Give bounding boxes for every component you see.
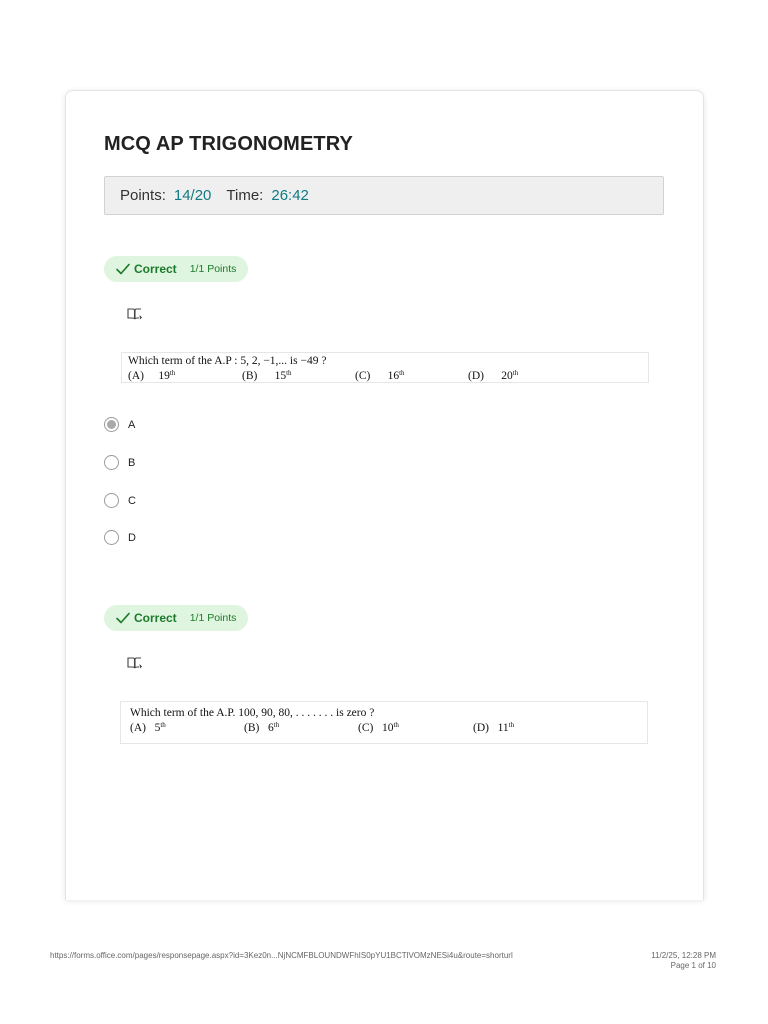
points-value: 14/20 (173, 187, 212, 204)
score-summary-bar (104, 176, 664, 215)
choice-label: D (128, 531, 136, 544)
choice-label: C (128, 494, 136, 507)
question-text: Which term of the A.P : 5, 2, −1,... is −49 ? (128, 355, 327, 367)
time-value: 26:42 (271, 187, 309, 204)
time-label: Time: (226, 187, 264, 204)
form-title: MCQ AP TRIGONOMETRY (104, 133, 353, 155)
radio-button[interactable] (104, 493, 119, 508)
correct-badge-q1 (104, 256, 248, 282)
choice-label: B (128, 456, 136, 469)
image-option-a: (A) 5th (130, 721, 166, 734)
image-option-c: (C) 16th (355, 369, 405, 382)
correct-badge-q2 (104, 605, 248, 631)
choice-a[interactable] (104, 417, 135, 432)
image-option-c: (C) 10th (358, 721, 399, 734)
image-options (130, 721, 647, 735)
choice-c[interactable] (104, 493, 136, 508)
radio-button-selected[interactable] (104, 417, 119, 432)
question-image-q1 (121, 352, 649, 383)
question-points: 1/1 Points (189, 263, 237, 275)
image-options (128, 369, 648, 383)
radio-button[interactable] (104, 455, 119, 470)
image-option-b: (B) 6th (244, 721, 280, 734)
choice-label: A (128, 418, 136, 431)
image-option-a: (A) 19th (128, 369, 176, 382)
question-points: 1/1 Points (189, 612, 237, 624)
image-option-d: (D) 11th (473, 721, 515, 734)
footer-url: https://forms.office.com/pages/responsepage.aspx?id=3Kez0n...NjNCMFBLOUNDWFhIS0pYU1BCTlVOMzNESi4u&route=shorturl (50, 951, 513, 960)
checkmark-icon (116, 263, 130, 275)
print-datetime: 11/2/25, 12:28 PM (651, 951, 716, 960)
checkmark-icon (116, 612, 130, 624)
image-option-d: (D) 20th (468, 369, 519, 382)
immersive-reader-icon[interactable] (127, 307, 143, 321)
image-option-b: (B) 15th (242, 369, 292, 382)
question-image-q2 (120, 701, 648, 744)
footer-meta (651, 951, 716, 971)
status-label: Correct (134, 611, 177, 625)
immersive-reader-icon[interactable] (127, 656, 143, 670)
form-response-card (65, 90, 704, 900)
points-label: Points: (120, 187, 166, 204)
choice-b[interactable] (104, 455, 135, 470)
choice-d[interactable] (104, 530, 136, 545)
page-number: Page 1 of 10 (670, 961, 716, 970)
radio-button[interactable] (104, 530, 119, 545)
question-text: Which term of the A.P. 100, 90, 80, . . . . . . . is zero ? (130, 707, 375, 719)
status-label: Correct (134, 262, 177, 276)
